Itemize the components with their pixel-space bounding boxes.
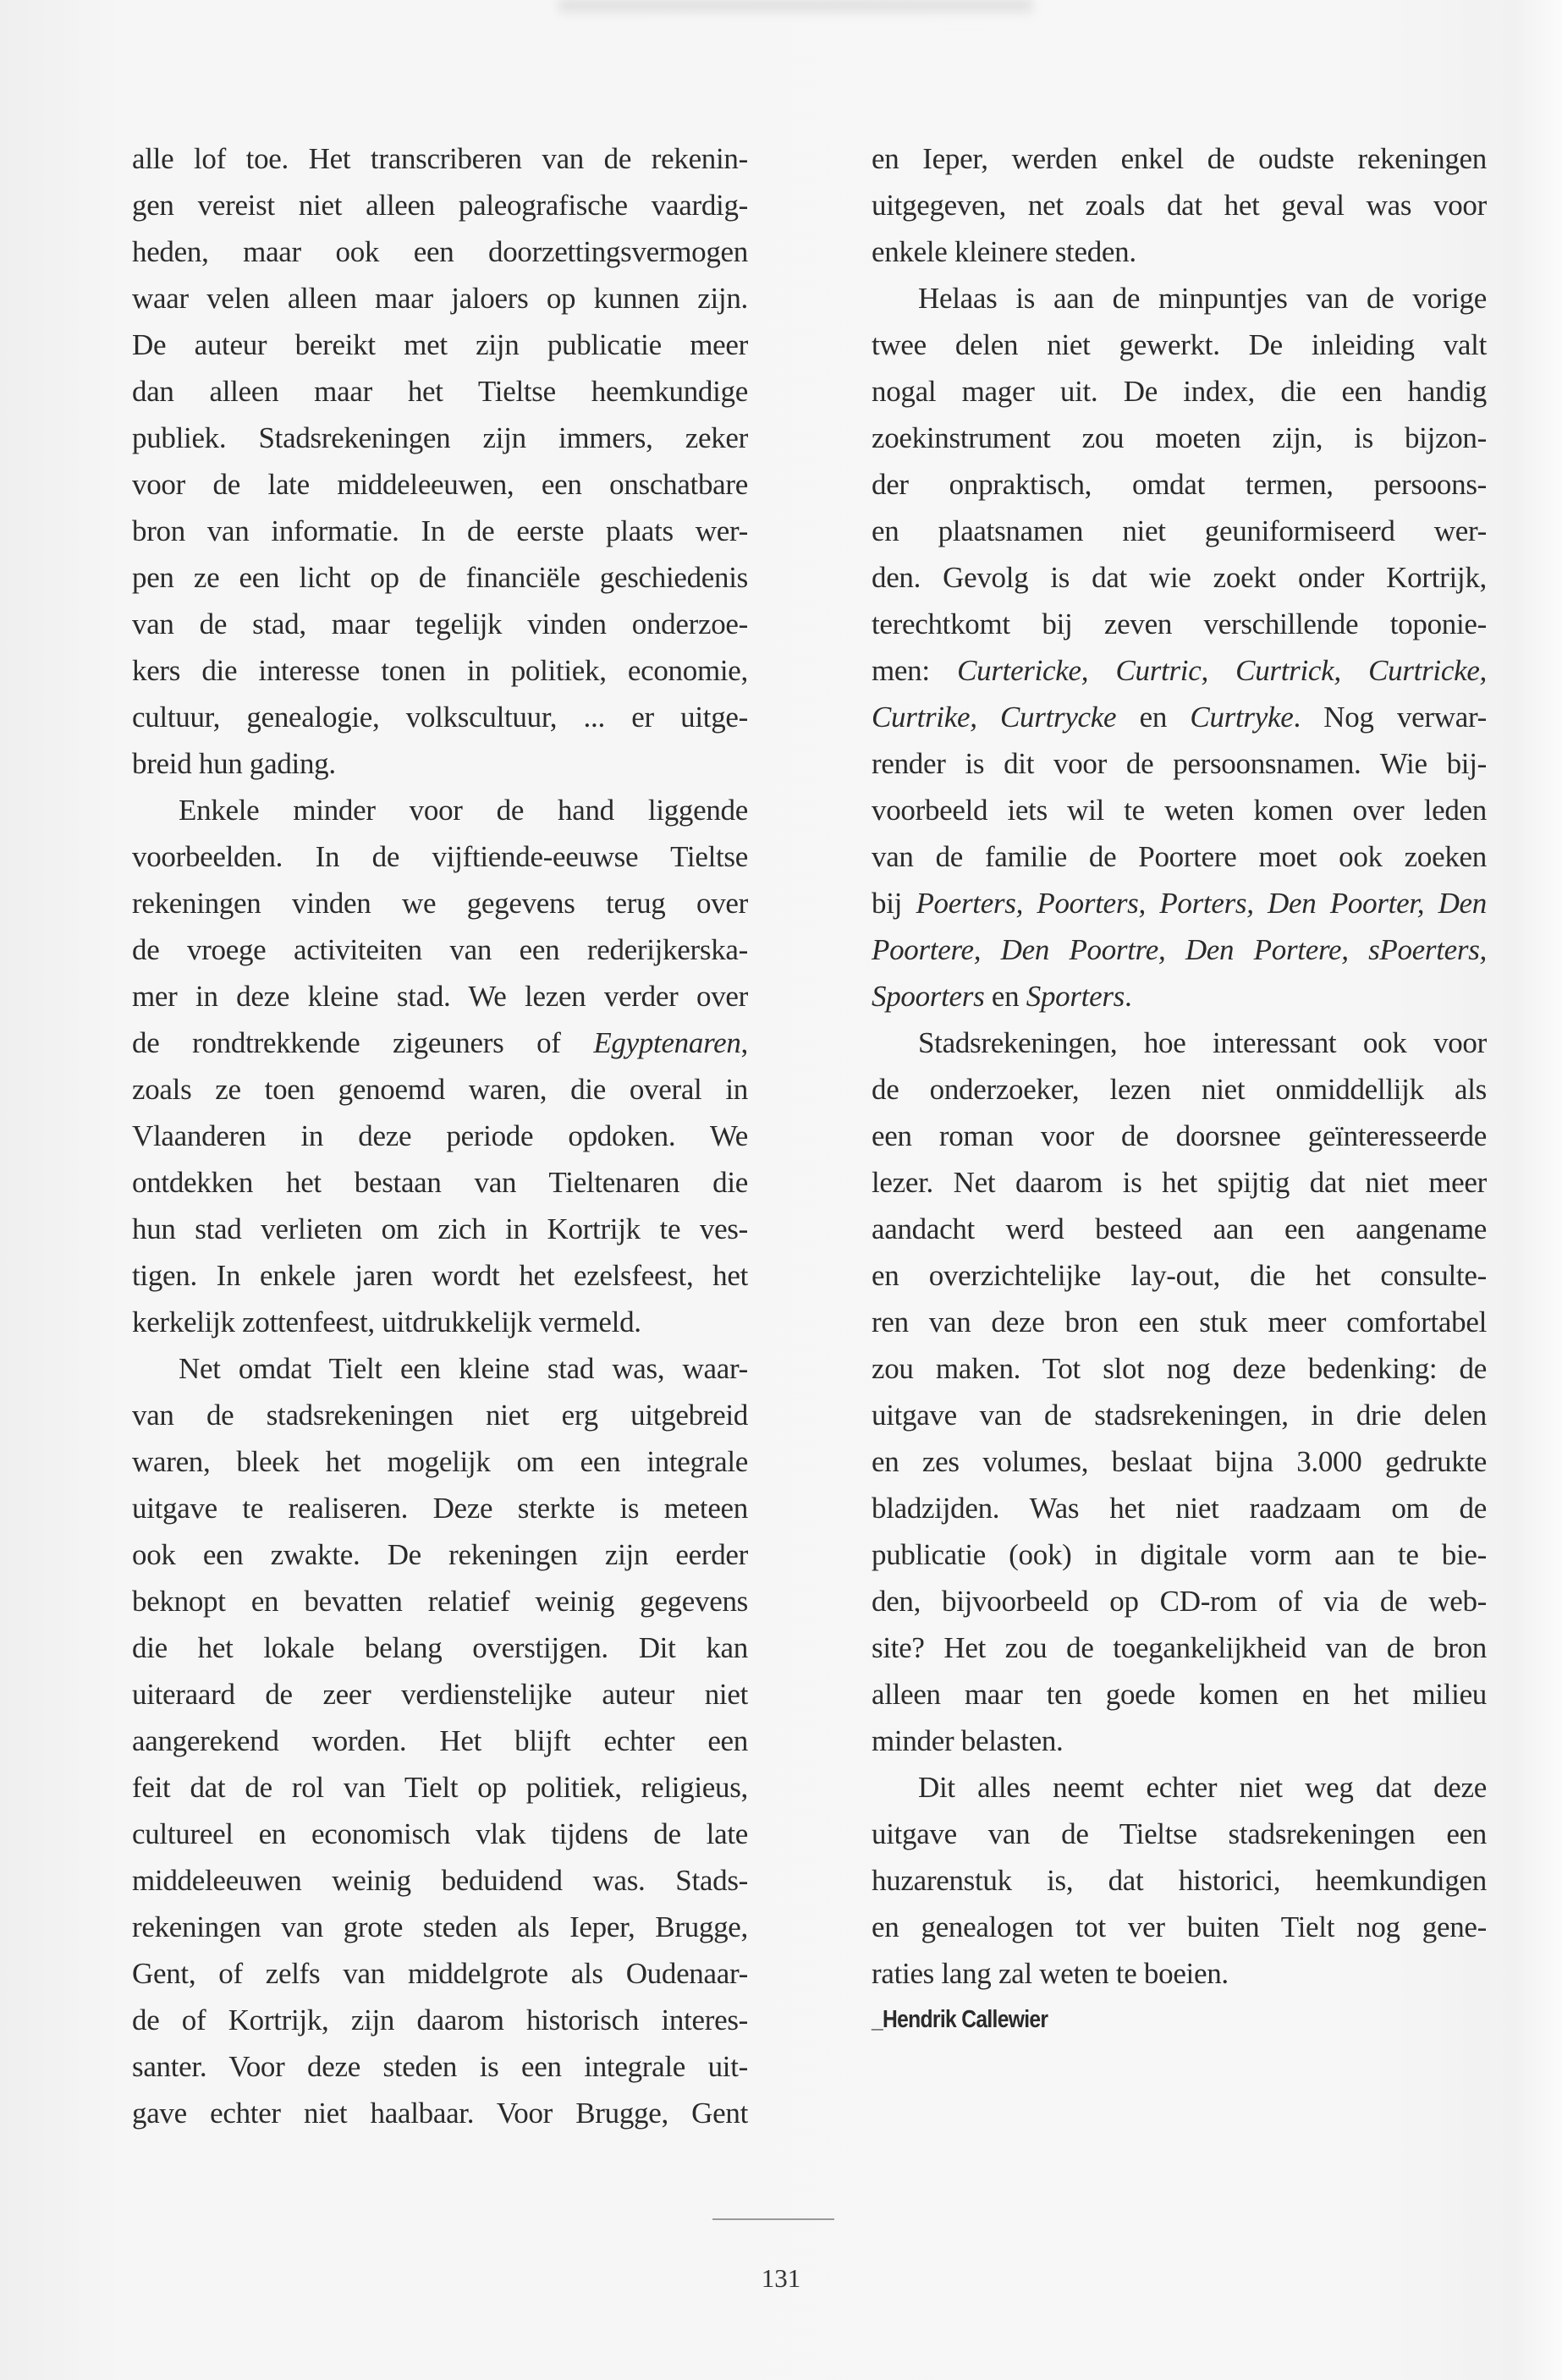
text-line: die het lokale belang overstijgen. Dit kan <box>132 1631 748 1664</box>
text-line: de of Kortrijk, zijn daarom historisch interes- <box>132 2003 748 2036</box>
text-line: den. Gevolg is dat wie zoekt onder Kortrijk, <box>872 561 1487 594</box>
text-line: rekeningen van grote steden als Ieper, Brugge, <box>132 1910 748 1943</box>
text-line: Vlaanderen in deze periode opdoken. We <box>132 1119 748 1152</box>
text-line: en genealogen tot ver buiten Tielt nog gene- <box>872 1910 1487 1943</box>
text-segment: de rondtrekkende zigeuners of <box>132 1026 594 1059</box>
italic-text: Curtrike, Curtrycke <box>872 701 1117 734</box>
text-line: van de familie de Poortere moet ook zoeken <box>872 840 1487 873</box>
left-column <box>132 135 748 2136</box>
text-line: ontdekken het bestaan van Tieltenaren die <box>132 1166 748 1199</box>
text-line: De auteur bereikt met zijn publicatie meer <box>132 328 748 361</box>
text-line <box>872 926 1487 973</box>
text-segment: en <box>984 980 1026 1013</box>
text-line: feit dat de rol van Tielt op politiek, religieus, <box>132 1771 748 1804</box>
text-line: van de stadsrekeningen niet erg uitgebreid <box>132 1399 748 1432</box>
text-line: dan alleen maar het Tieltse heemkundige <box>132 375 748 408</box>
italic-text: Curtericke, Curtric, Curtrick, Curtricke, <box>957 654 1488 687</box>
italic-text: Sporters <box>1026 980 1125 1013</box>
text-line: nogal mager uit. De index, die een handig <box>872 375 1487 408</box>
text-line: rekeningen vinden we gegevens terug over <box>132 887 748 920</box>
italic-text: Spoorters <box>872 980 985 1013</box>
text-line: alle lof toe. Het transcriberen van de rekenin- <box>132 142 748 175</box>
text-line: bladzijden. Was het niet raadzaam om de <box>872 1492 1487 1525</box>
text-line: zoekinstrument zou moeten zijn, is bijzon- <box>872 421 1487 454</box>
text-line: santer. Voor deze steden is een integrale uit- <box>132 2050 748 2083</box>
text-line <box>872 694 1487 740</box>
text-line: minder belasten. <box>872 1724 1064 1757</box>
text-line: der onpraktisch, omdat termen, persoons- <box>872 468 1487 501</box>
text-line: raties lang zal weten te boeien. <box>872 1957 1229 1990</box>
text-line: uitgave van de Tieltse stadsrekeningen een <box>872 1817 1487 1850</box>
text-line: voorbeelden. In de vijftiende-eeuwse Tieltse <box>132 840 748 873</box>
scan-smudge <box>558 0 1032 17</box>
text-segment: , <box>740 1026 748 1059</box>
text-line: Net omdat Tielt een kleine stad was, waar- <box>179 1352 748 1385</box>
text-line: aandacht werd besteed aan een aangename <box>872 1212 1487 1245</box>
text-line: cultuur, genealogie, volkscultuur, ... er uitge- <box>132 701 748 734</box>
text-line: en zes volumes, beslaat bijna 3.000 gedrukte <box>872 1445 1487 1478</box>
text-line: hun stad verlieten om zich in Kortrijk te ves- <box>132 1212 748 1245</box>
text-line <box>132 1020 748 1066</box>
text-line: Helaas is aan de minpuntjes van de vorige <box>918 282 1487 315</box>
text-line: beknopt en bevatten relatief weinig gegevens <box>132 1585 748 1618</box>
italic-text: Poortere, Den Poortre, Den Portere, sPoerters, <box>872 933 1487 966</box>
text-line: bron van informatie. In de eerste plaats wer- <box>132 514 748 547</box>
text-line: aangerekend worden. Het blijft echter een <box>132 1724 748 1757</box>
text-line: en overzichtelijke lay-out, die het consulte- <box>872 1259 1487 1292</box>
text-segment: en <box>1116 701 1191 734</box>
text-line: uitgave van de stadsrekeningen, in drie delen <box>872 1399 1487 1432</box>
text-line: cultureel en economisch vlak tijdens de late <box>132 1817 748 1850</box>
text-line: mer in deze kleine stad. We lezen verder over <box>132 980 748 1013</box>
page-number: 131 <box>761 2263 801 2293</box>
text-line: terechtkomt bij zeven verschillende toponie- <box>872 607 1487 640</box>
text-line: site? Het zou de toegankelijkheid van de bron <box>872 1631 1487 1664</box>
text-line: heden, maar ook een doorzettingsvermogen <box>132 235 748 268</box>
text-line: breid hun gading. <box>132 747 336 780</box>
text-line: ren van deze bron een stuk meer comfortabel <box>872 1305 1487 1338</box>
text-line: van de stad, maar tegelijk vinden onderzoe- <box>132 607 748 640</box>
text-line: uitgegeven, net zoals dat het geval was voor <box>872 189 1487 222</box>
italic-text: Poerters, Poorters, Porters, Den Poorter, Den <box>916 887 1487 920</box>
text-line: voorbeeld iets wil te weten komen over leden <box>872 794 1487 827</box>
text-line: uiteraard de zeer verdienstelijke auteur niet <box>132 1678 748 1711</box>
text-line: Dit alles neemt echter niet weg dat deze <box>918 1771 1487 1804</box>
text-line: de vroege activiteiten van een rederijkerska- <box>132 933 748 966</box>
text-line: middeleeuwen weinig beduidend was. Stads- <box>132 1864 748 1897</box>
text-line: tigen. In enkele jaren wordt het ezelsfeest, het <box>132 1259 748 1292</box>
text-line: ook een zwakte. De rekeningen zijn eerder <box>132 1538 748 1571</box>
text-line: zoals ze toen genoemd waren, die overal in <box>132 1073 748 1106</box>
text-line <box>872 973 1487 1020</box>
text-line: waren, bleek het mogelijk om een integrale <box>132 1445 748 1478</box>
text-line: en plaatsnamen niet geuniformiseerd wer- <box>872 514 1487 547</box>
text-line: lezer. Net daarom is het spijtig dat niet meer <box>872 1166 1487 1199</box>
text-line: kerkelijk zottenfeest, uitdrukkelijk vermeld. <box>132 1305 641 1338</box>
text-line: Enkele minder voor de hand liggende <box>179 794 748 827</box>
text-segment: men: <box>872 654 958 687</box>
text-line: pen ze een licht op de financiële geschiedenis <box>132 561 748 594</box>
text-line: uitgave te realiseren. Deze sterkte is meteen <box>132 1492 748 1525</box>
right-column <box>872 135 1487 2043</box>
text-segment: . Nog verwar- <box>1293 701 1487 734</box>
text-line: zou maken. Tot slot nog deze bedenking: de <box>872 1352 1487 1385</box>
text-line <box>872 647 1487 694</box>
text-line: kers die interesse tonen in politiek, economie, <box>132 654 748 687</box>
text-segment: bij <box>872 887 916 920</box>
text-line: render is dit voor de persoonsnamen. Wie bij- <box>872 747 1487 780</box>
text-segment: . <box>1125 980 1132 1013</box>
footer-rule <box>712 2218 834 2220</box>
text-line: Gent, of zelfs van middelgrote als Oudenaar- <box>132 1957 748 1990</box>
text-line: publiek. Stadsrekeningen zijn immers, zeker <box>132 421 748 454</box>
text-line <box>872 880 1487 926</box>
author-signature: _Hendrik Callewier <box>872 2006 1048 2033</box>
text-line: gen vereist niet alleen paleografische vaardig- <box>132 189 748 222</box>
text-line: enkele kleinere steden. <box>872 235 1136 268</box>
text-line: een roman voor de doorsnee geïnteresseerde <box>872 1119 1487 1152</box>
italic-text: Egyptenaren <box>593 1026 741 1059</box>
italic-text: Curtryke <box>1190 701 1294 734</box>
text-line: voor de late middeleeuwen, een onschatbare <box>132 468 748 501</box>
text-line: Stadsrekeningen, hoe interessant ook voor <box>918 1026 1487 1059</box>
text-line: twee delen niet gewerkt. De inleiding valt <box>872 328 1487 361</box>
text-line: huzarenstuk is, dat historici, heemkundigen <box>872 1864 1487 1897</box>
text-line: gave echter niet haalbaar. Voor Brugge, Gent <box>132 2097 748 2130</box>
text-line: alleen maar ten goede komen en het milieu <box>872 1678 1487 1711</box>
text-line: de onderzoeker, lezen niet onmiddellijk als <box>872 1073 1487 1106</box>
text-line: publicatie (ook) in digitale vorm aan te bie- <box>872 1538 1487 1571</box>
text-line: waar velen alleen maar jaloers op kunnen zijn. <box>132 282 748 315</box>
text-line: en Ieper, werden enkel de oudste rekeningen <box>872 142 1487 175</box>
text-line: den, bijvoorbeeld op CD-rom of via de web- <box>872 1585 1487 1618</box>
